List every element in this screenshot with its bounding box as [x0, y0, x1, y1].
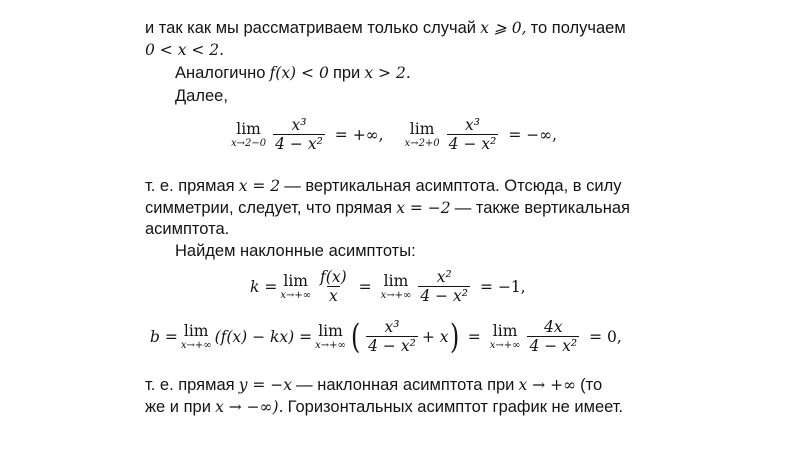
text-line-5: т. е. прямая x = 2 — вертикальная асимптота. Отсюда, в силу [145, 177, 622, 195]
equation-slope-k: k = lim x→+∞ $\frac{f(x)}{x}$ = lim x→+∞ $\frac{\text{x²}}{\text{4 − x²}}$ = −1, [250, 268, 526, 305]
text-line-6: симметрии, следует, что прямая x = −2 — также вертикальная [145, 199, 630, 217]
text-line-2: 0 < x < 2. [145, 41, 225, 59]
limit-right: lim x→2+0 [404, 119, 440, 149]
text-line-7: асимптота. [145, 220, 230, 238]
limit: lim x→+∞ [380, 271, 412, 301]
text-line-4: Далее, [175, 87, 228, 105]
limit: lim x→+∞ [315, 321, 346, 351]
equation-vertical-limits: lim x→2−0 $\frac{\text{x³}}{\text{4 − x²}}$ = +∞, lim x→2+0 $\frac{\text{x³}}{\text{4 − x²}}$ = −∞, [231, 116, 558, 153]
fraction: $\frac{\text{x³}}{\text{4 − x²}}$ [448, 116, 497, 153]
fraction: $\frac{f(x)}{x}$ [320, 268, 347, 305]
text-line-1: и так как мы рассматриваем только случай x ⩾ 0, то получаем [145, 19, 626, 37]
text-line-9: т. е. прямая y = −x — наклонная асимптота при x → +∞ (то [145, 376, 603, 394]
text-line-3: Аналогично f(x) < 0 при x > 2. [175, 64, 411, 82]
equation-intercept-b: b = lim x→+∞ (f(x) − kx) = lim x→+∞ ( $\frac{\text{x³}}{\text{4 − x²}}$ + x ) = lim x→+∞ $\frac{4x}{\text{4 − x²}}$ = 0, [150, 316, 622, 357]
fraction: $\frac{4x}{\text{4 − x²}}$ [529, 318, 578, 355]
left-paren: ( [350, 316, 361, 357]
limit: lim x→+∞ [280, 271, 312, 301]
limit: lim x→+∞ [180, 321, 212, 351]
fraction: $\frac{\text{x³}}{\text{4 − x²}}$ [368, 318, 416, 355]
fraction: $\frac{\text{x²}}{\text{4 − x²}}$ [420, 268, 469, 305]
text-line-10: же и при x → −∞). Горизонтальных асимптот график не имеет. [145, 398, 624, 416]
fraction: $\frac{\text{x³}}{\text{4 − x²}}$ [275, 116, 323, 153]
limit-left: lim x→2−0 [231, 119, 267, 149]
text-line-8: Найдем наклонные асимптоты: [175, 242, 416, 260]
right-paren: ) [450, 316, 460, 357]
limit: lim x→+∞ [489, 321, 521, 351]
